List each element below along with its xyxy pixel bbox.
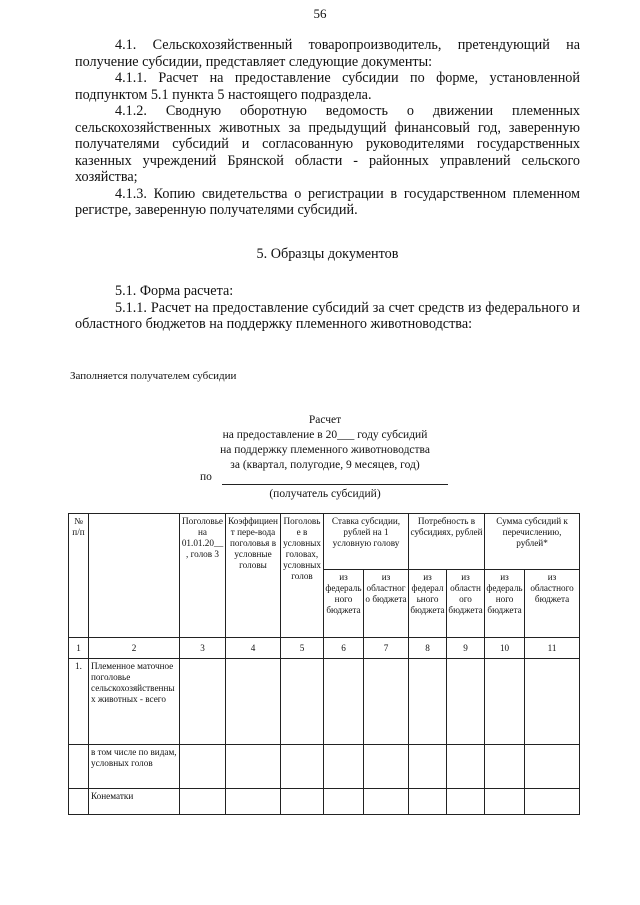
row-number: 1.: [69, 659, 89, 745]
table-cell: [525, 659, 580, 745]
column-number: 7: [364, 638, 409, 659]
header-rate-federal: из федерального бюджета: [324, 570, 364, 638]
table-cell: [364, 659, 409, 745]
row-number: [69, 745, 89, 789]
form-title-line-2: на предоставление в 20___ году субсидий: [222, 429, 428, 441]
table-cell: [525, 745, 580, 789]
table-cell: [226, 745, 281, 789]
form-title-line-3: на поддержку племенного животноводства: [220, 444, 430, 456]
paragraph-4-1-2: 4.1.2. Сводную оборотную ведомость о движении племенных сельскохозяйственных животных за предыдущий финансовый год, заверенную получателями субсидий и согласованную руководителями государственных казенных учреждений Брянской области - районных управлений сельского хозяйства;: [75, 103, 580, 185]
calculation-table: [68, 513, 580, 815]
table-cell: [409, 745, 447, 789]
table-cell: [226, 789, 281, 815]
header-subsidy-sum: Сумма субсидий к перечислению, рублей*: [485, 514, 580, 570]
row-label: Племенное маточное поголовье сельскохозяйственных животных - всего: [89, 659, 180, 745]
section-5-heading: 5. Образцы документов: [256, 246, 399, 262]
table-cell: [226, 659, 281, 745]
header-rate-regional: из областного бюджета: [364, 570, 409, 638]
paragraph-4-1: 4.1. Сельскохозяйственный товаропроизводитель, претендующий на получение субсидии, представляет следующие документы:: [75, 37, 580, 70]
header-livestock: Поголовье на 01.01.20__, голов 3: [180, 514, 226, 638]
row-label: Конематки: [89, 789, 180, 815]
table-cell: [180, 789, 226, 815]
column-number: 5: [281, 638, 324, 659]
column-number: 8: [409, 638, 447, 659]
row-number: [69, 789, 89, 815]
table-cell: [409, 789, 447, 815]
header-conditional-heads: Поголовье в условных головах, условных голов: [281, 514, 324, 638]
column-number: 9: [447, 638, 485, 659]
paragraph-4-1-3: 4.1.3. Копию свидетельства о регистрации в государственном племенном регистре, заверенную получателями субсидий.: [75, 185, 580, 218]
section-5-text: [75, 283, 580, 333]
table-cell: [324, 745, 364, 789]
header-number: № п/п: [69, 514, 89, 638]
column-number: 6: [324, 638, 364, 659]
header-need-regional: из областного бюджета: [447, 570, 485, 638]
page-number: 56: [313, 6, 327, 21]
header-subsidy-rate: Ставка субсидии, рублей на 1 условную голову: [324, 514, 409, 570]
column-number: 1: [69, 638, 89, 659]
table-row: [69, 659, 580, 745]
table-cell: [485, 659, 525, 745]
column-number-row: [69, 638, 580, 659]
column-number: 3: [180, 638, 226, 659]
table-cell: [447, 659, 485, 745]
recipient-field: [200, 470, 460, 485]
form-title: [160, 413, 490, 473]
form-title-line-1: Расчет: [308, 414, 342, 426]
header-subsidy-need: Потребность в субсидиях, рублей: [409, 514, 485, 570]
table-cell: [447, 789, 485, 815]
column-number: 10: [485, 638, 525, 659]
header-conversion-coefficient: Коэффициент пере-вода поголовья в условные головы: [226, 514, 281, 638]
table-cell: [447, 745, 485, 789]
filled-by-note: Заполняется получателем субсидии: [70, 370, 237, 382]
header-sum-federal: из федерального бюджета: [485, 570, 525, 638]
paragraph-4-1-1: 4.1.1. Расчет на предоставление субсидии по форме, установленной подпунктом 5.1 пункта 5 настоящего подраздела.: [75, 70, 580, 103]
table-cell: [324, 659, 364, 745]
table-cell: [324, 789, 364, 815]
table-cell: [364, 789, 409, 815]
column-number: 2: [89, 638, 180, 659]
table-cell: [409, 659, 447, 745]
table-cell: [525, 789, 580, 815]
column-number: 11: [525, 638, 580, 659]
header-blank: [89, 514, 180, 638]
column-number: 4: [226, 638, 281, 659]
recipient-underline: [222, 484, 448, 485]
recipient-prefix: по: [200, 471, 212, 483]
table-cell: [281, 789, 324, 815]
row-label: в том числе по видам, условных голов: [89, 745, 180, 789]
table-cell: [180, 745, 226, 789]
table-cell: [180, 659, 226, 745]
table-row: [69, 745, 580, 789]
table-cell: [281, 659, 324, 745]
form-title-line-4: за (квартал, полугодие, 9 месяцев, год): [230, 459, 420, 471]
recipient-caption: (получатель субсидий): [269, 488, 381, 500]
section-4-1-text: [75, 37, 580, 219]
header-sum-regional: из областного бюджета: [525, 570, 580, 638]
paragraph-5-1-1: 5.1.1. Расчет на предоставление субсидий за счет средств из федерального и областного бюджетов на поддержку племенного животноводства:: [75, 299, 580, 332]
table-cell: [485, 789, 525, 815]
paragraph-5-1: 5.1. Форма расчета:: [115, 283, 234, 299]
table-row: [69, 789, 580, 815]
table-cell: [485, 745, 525, 789]
header-need-federal: из федерального бюджета: [409, 570, 447, 638]
table-cell: [364, 745, 409, 789]
table-cell: [281, 745, 324, 789]
